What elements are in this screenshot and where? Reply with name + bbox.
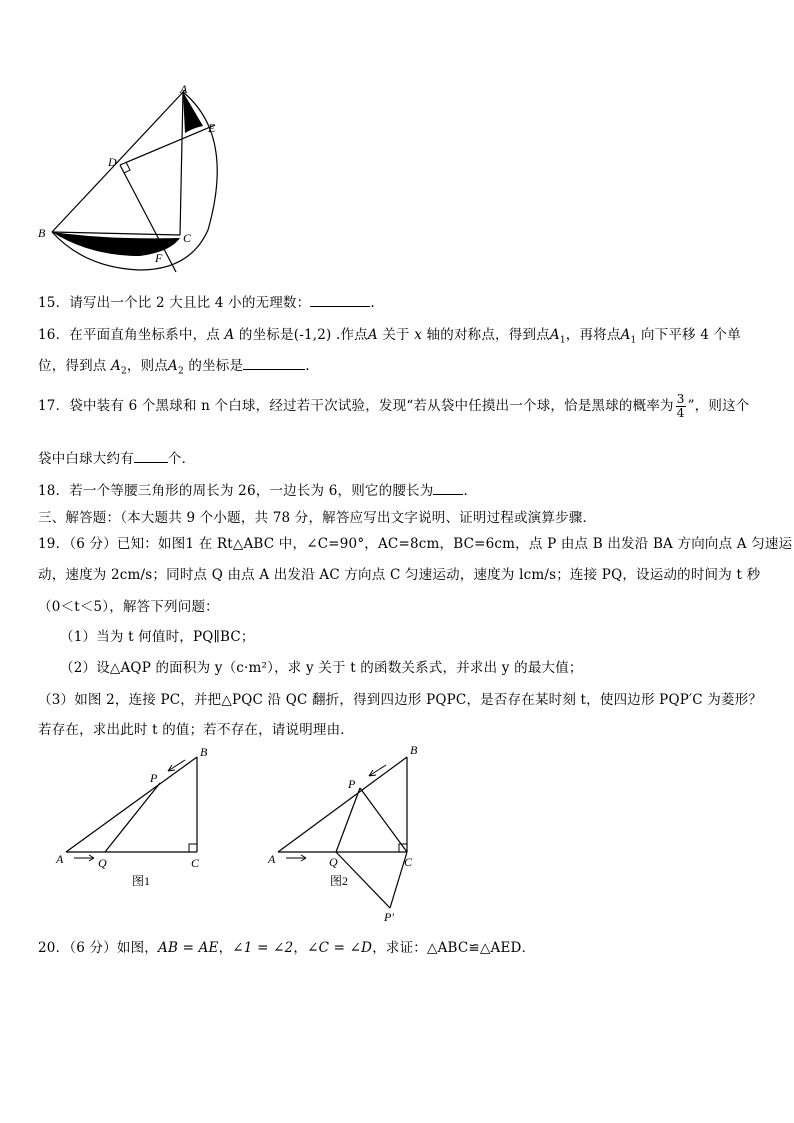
answer-blank: [433, 482, 463, 495]
question-19-line7: 若存在，求出此时 t 的值；若不存在，请说明理由．: [38, 722, 355, 738]
math-A2: A: [168, 358, 178, 374]
q16-text: 关于: [377, 327, 415, 343]
q20-text: ，求证：: [372, 940, 427, 956]
question-19-part1: （1）当为 t 何值时，PQ∥BC；: [60, 629, 255, 645]
fraction-three-quarters: [676, 393, 686, 420]
question-18: [38, 479, 477, 499]
fraction-denominator: 4: [676, 406, 685, 420]
label-P: P: [348, 777, 356, 791]
q20-text: 20．（6 分）如图，: [38, 940, 159, 956]
question-20: [38, 936, 535, 956]
q16-text: 位，得到点: [38, 358, 111, 374]
math-A1: A: [549, 327, 560, 343]
answer-blank: [134, 450, 168, 463]
geometry-figure-semicircle: [30, 80, 230, 280]
question-19-part3: （3）如图 2，连接 PC，并把△PQC 沿 QC 翻折，得到四边形 PQPC，是否存在某时刻 t，使四边形 PQP′C 为菱形？: [38, 692, 763, 708]
subscript: 2: [177, 366, 184, 377]
math-x: x: [414, 327, 423, 343]
answer-blank: [310, 294, 370, 307]
q15-text: 15．请写出一个比 2 大且比 4 小的无理数：: [38, 295, 311, 311]
label-D: D: [108, 155, 117, 169]
q16-text: 的坐标是(-1,2) .作点: [234, 327, 368, 343]
label-C: C: [183, 231, 192, 245]
figure-1: [50, 740, 230, 890]
q17-text: 个．: [167, 451, 196, 467]
figure-2: [262, 740, 432, 925]
q16-text: 轴的对称点，得到点: [422, 327, 550, 343]
subscript: 2: [120, 366, 127, 377]
q20-text: ，: [293, 940, 308, 956]
q15-end: .: [370, 295, 375, 311]
label-C: C: [191, 856, 200, 870]
label-B: B: [410, 743, 418, 757]
q16-text: ，再将点: [565, 327, 621, 343]
label-F: F: [155, 251, 163, 265]
math-A: A: [367, 327, 378, 343]
section-heading: 三、解答题：（本大题共 9 个小题，共 78 分，解答应写出文字说明、证明过程或演算步骤．: [38, 510, 597, 526]
label-A: A: [180, 82, 188, 96]
label-Q: Q: [98, 856, 107, 870]
question-19-line2: 动，速度为 2cm/s；同时点 Q 由点 A 出发沿 AC 方向点 C 匀速运动，速度为 lcm/s；连接 PQ，设运动的时间为 t 秒: [38, 567, 761, 583]
label-P: P: [150, 771, 158, 785]
q18-text: 18．若一个等腰三角形的周长为 26，一边长为 6，则它的腰长为: [38, 483, 434, 499]
question-19-part2: （2）设△AQP 的面积为 y（c·m²），求 y 关于 t 的函数关系式，并求出 y 的最大值；: [60, 660, 583, 676]
label-A: A: [268, 852, 276, 866]
subscript: 1: [630, 335, 637, 346]
math-A1: A: [620, 327, 631, 343]
answer-blank: [243, 357, 305, 370]
math-expression: ∠C = ∠D: [307, 940, 373, 956]
math-expression: ∠1 = ∠2: [232, 940, 294, 956]
question-17-line2: [38, 447, 195, 467]
q16-text: 向下平移 4 个单: [636, 327, 741, 343]
q17-text: 袋中白球大约有: [38, 451, 134, 467]
label-B: B: [200, 745, 208, 759]
question-15: [38, 291, 375, 311]
figure-caption: 图1: [132, 874, 151, 888]
q18-end: ．: [463, 483, 478, 499]
math-expression: AB = AE: [158, 940, 219, 956]
q16-text: 的坐标是: [183, 358, 244, 374]
question-17-line1: [38, 393, 749, 420]
q17-text: ”，则这个: [687, 398, 750, 414]
q16-text: ，则点: [126, 358, 168, 374]
label-E: E: [208, 121, 216, 135]
question-19-line3: （0＜t＜5），解答下列问题：: [38, 599, 219, 615]
subscript: 1: [559, 335, 566, 346]
label-P-prime: P′: [384, 910, 394, 924]
label-C: C: [404, 855, 413, 869]
q20-text: ．: [521, 940, 536, 956]
question-16-line1: [38, 323, 741, 346]
label-Q: Q: [329, 855, 338, 869]
math-A: A: [224, 327, 235, 343]
q17-text: 17．袋中装有 6 个黑球和 n 个白球，经过若干次试验，发现“若从袋中任摸出一个球，恰是黑球的概率为: [38, 398, 674, 414]
fraction-numerator: 3: [676, 392, 685, 406]
figure-caption: 图2: [330, 874, 349, 888]
math-expression: △ABC≌△AED: [427, 940, 522, 956]
q16-text: 16．在平面直角坐标系中，点: [38, 327, 225, 343]
math-A2: A: [111, 358, 121, 374]
question-16-line2: [38, 354, 310, 377]
q20-text: ，: [218, 940, 233, 956]
question-19-line1: 19．（6 分）已知：如图1 在 Rt△ABC 中，∠C=90°，AC=8cm，BC=6cm，点 P 由点 B 出发沿 BA 方向向点 A 匀速运: [38, 536, 793, 552]
label-B: B: [38, 226, 46, 240]
label-A: A: [56, 852, 64, 866]
q16-end: .: [305, 358, 310, 374]
